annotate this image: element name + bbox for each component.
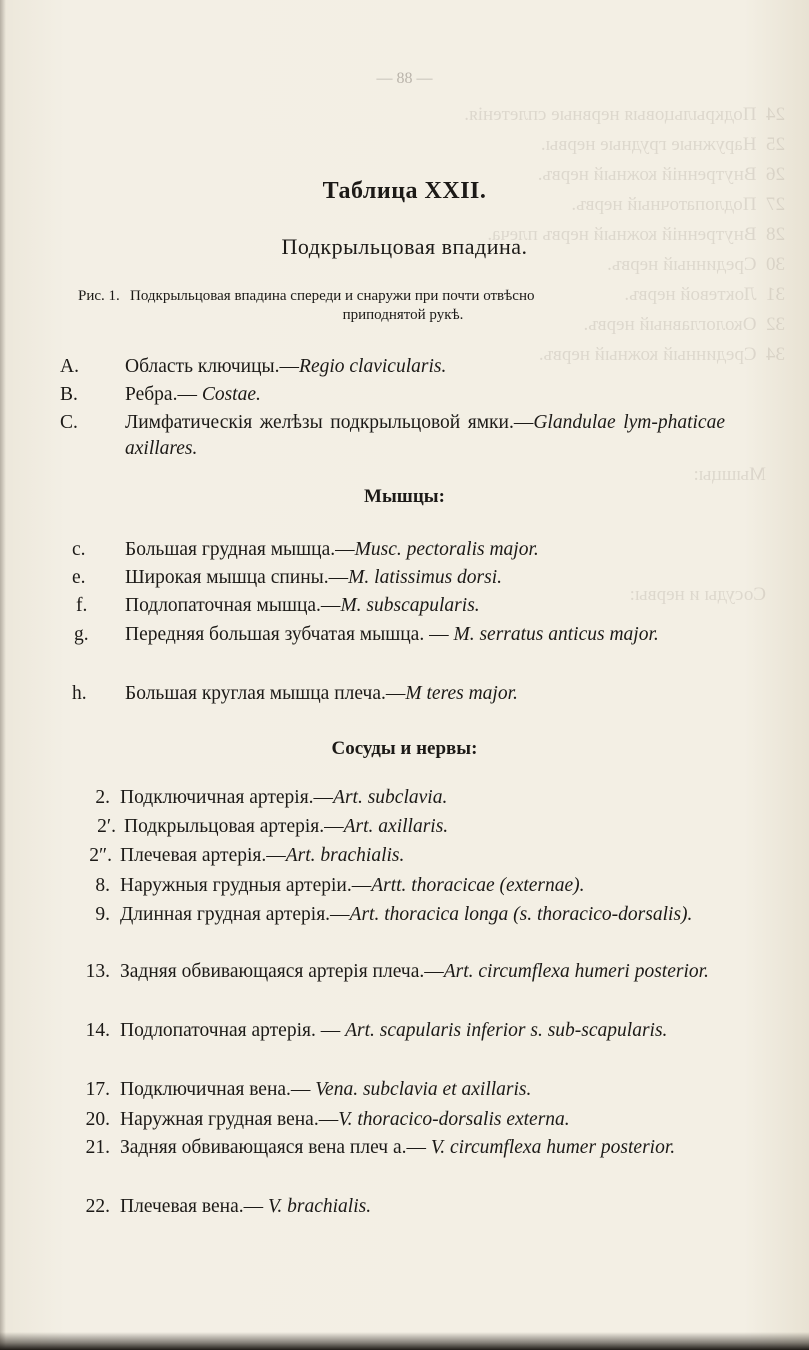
item-text: Подключичная вена.— Vena. subclavia et axillaris. [120, 1079, 532, 1100]
page-bottom-edge [0, 1332, 809, 1350]
item-text: Длинная грудная артерія.—Art. thoracica longa (s. thoracico-dorsalis). [120, 904, 693, 925]
item-key: 8. [95, 875, 110, 896]
list-item [0, 1077, 809, 1103]
item-text: Лимфатическія желѣзы подкрыльцовой ямки.—Glandulae lym-phaticae axillares. [125, 412, 725, 459]
item-text: Наружная грудная вена.—V. thoracico-dorsalis externa. [120, 1109, 570, 1130]
item-key: 14. [85, 1020, 110, 1041]
list-item [0, 1135, 809, 1187]
item-key: A. [60, 356, 79, 377]
list-item [0, 843, 809, 869]
list-item [0, 959, 809, 1011]
list-item [0, 354, 809, 380]
page-number: — 88 — [376, 70, 433, 87]
item-key: C. [60, 412, 78, 433]
list-item [0, 814, 809, 840]
list-item [0, 902, 809, 954]
figure-label: Рис. 1. [78, 288, 120, 304]
item-key: h. [72, 683, 87, 704]
item-key: e. [72, 567, 86, 588]
muscles-heading: Мышцы: [364, 486, 445, 507]
item-key: 2″. [89, 845, 112, 866]
list-item [0, 873, 809, 899]
item-key: 9. [95, 904, 110, 925]
item-text: Подкрыльцовая артерія.—Art. axillaris. [124, 816, 449, 837]
list-item [0, 785, 809, 811]
item-text: Подлопаточная мышца.—M. subscapularis. [125, 595, 480, 616]
item-text: Плечевая артерія.—Art. brachialis. [120, 845, 405, 866]
item-text: Широкая мышца спины.—M. latissimus dorsi. [125, 567, 503, 588]
list-item [0, 593, 809, 619]
item-text: Наружныя грудныя артеріи.—Artt. thoracicae (externae). [120, 875, 585, 896]
figure-caption-line2: приподнятой рукѣ. [342, 307, 464, 323]
list-item [0, 1018, 809, 1070]
list-item [0, 382, 809, 408]
figure-caption-line1: Подкрыльцовая впадина спереди и снаружи при почти отвѣсно [130, 288, 535, 304]
figure-caption [78, 287, 728, 325]
bleed-through-text: 24 Подкрыльцовыя нервные сплетенiя. 25 Наружные грудные нервы. 26 Внутреннiй кожный нервъ. 27 Подлопаточный нервъ. 28 Внутреннiй кожный нервъ плеча. 30 Срединный нервъ. 31 Локтевой нервъ. 32 Окологлавный нервъ. 34 Срединный кожный нервъ. Мышцы: Сосуды и нервы: [464, 104, 785, 605]
table-title: Таблица XXII. [322, 178, 487, 204]
item-key: f. [76, 595, 88, 616]
table-subtitle: Подкрыльцовая впадина. [281, 234, 528, 259]
item-key: 21. [85, 1137, 110, 1158]
item-text: Большая грудная мышца.—Musc. pectoralis major. [125, 539, 539, 560]
item-key: B. [60, 384, 78, 405]
vessels-heading: Сосуды и нервы: [331, 738, 478, 759]
item-key: 13. [85, 961, 110, 982]
list-item [0, 410, 809, 462]
item-text: Большая круглая мышца плеча.—M teres major. [125, 683, 518, 704]
list-item [0, 1107, 809, 1133]
item-key: 2′. [97, 816, 116, 837]
item-text: Подключичная артерія.—Art. subclavia. [120, 787, 448, 808]
item-key: g. [74, 624, 89, 645]
item-text: Подлопаточная артерія. — Art. scapularis inferior s. sub-scapularis. [120, 1020, 668, 1041]
item-key: c. [72, 539, 86, 560]
item-key: 22. [85, 1196, 110, 1217]
item-text: Ребра.— Costae. [125, 384, 261, 405]
item-text: Плечевая вена.— V. brachialis. [120, 1196, 372, 1217]
item-text: Задняя обвивающаяся артерія плеча.—Art. circumflexa humeri posterior. [120, 961, 709, 982]
item-text: Задняя обвивающаяся вена плеч а.— V. circumflexa humer posterior. [120, 1137, 676, 1158]
list-item [0, 537, 809, 563]
item-text: Передняя большая зубчатая мышца. — M. serratus anticus major. [125, 624, 659, 645]
list-item [0, 681, 809, 707]
list-item [0, 565, 809, 591]
item-text: Область ключицы.—Regio clavicularis. [125, 356, 447, 377]
item-key: 2. [95, 787, 110, 808]
item-key: 17. [85, 1079, 110, 1100]
list-item [0, 1194, 809, 1220]
item-key: 20. [85, 1109, 110, 1130]
list-item [0, 622, 809, 674]
